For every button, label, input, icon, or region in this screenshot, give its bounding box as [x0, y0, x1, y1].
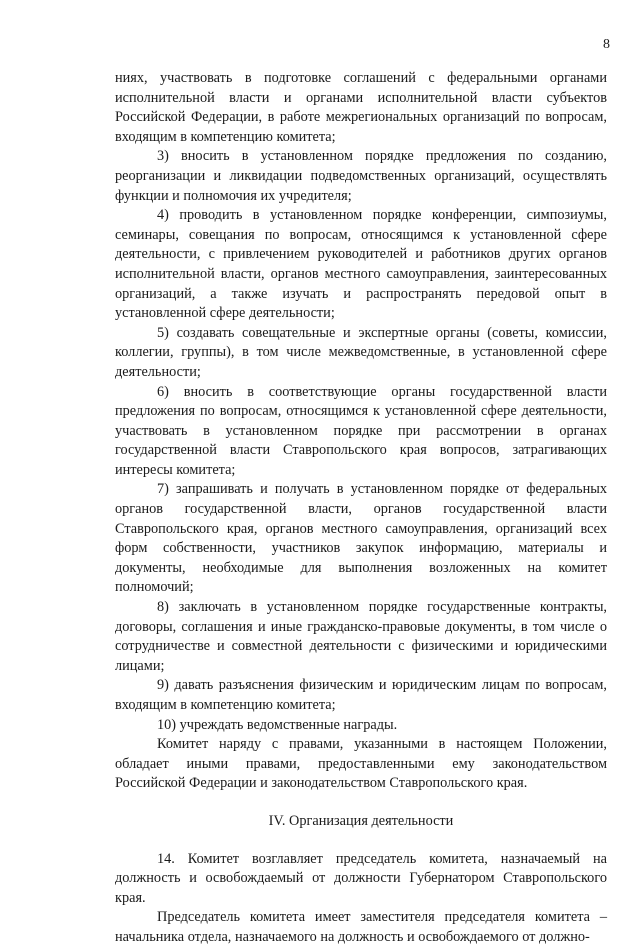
paragraph-item-8: 8) заключать в установленном порядке государственные контракты, договоры, соглашения и иные гражданско-правовые документы, в том числе о сотрудничестве и совместной деятельности с физическими и юридическими лицами;: [115, 599, 607, 674]
section-heading: IV. Организация деятельности: [268, 812, 454, 829]
paragraph-item-9: 9) давать разъяснения физическим и юридическим лицам по вопросам, входящим в компетенцию комитета;: [115, 677, 607, 713]
paragraph-deputy: Председатель комитета имеет заместителя председателя комитета – начальника отдела, назначаемого на должность и освобождаемого от должно-: [115, 909, 607, 945]
paragraph-item-6: 6) вносить в соответствующие органы государственной власти предложения по вопросам, относящимся к установленной сфере деятельности, участвовать в установленном порядке при рассмотрении в органах государственной власти Ставропольского края вопросов, затрагивающих интересы комитета;: [115, 383, 607, 478]
paragraph-item-7: 7) запрашивать и получать в установленном порядке от федеральных органов государственной власти, органов государственной власти Ставропольского края, органов местного самоуправления, организаций всех форм собственности, участников закупок информацию, материалы и документы, необходимые для выполнения возложенных на комитет полномочий;: [115, 481, 607, 596]
paragraph-item-5: 5) создавать совещательные и экспертные органы (советы, комиссии, коллегии, группы), в том числе межведомственные, в установленной сфере деятельности;: [115, 324, 607, 380]
paragraph-item-10: 10) учреждать ведомственные награды.: [157, 716, 398, 733]
page-number: 8: [603, 37, 610, 52]
paragraph-item-3: 3) вносить в установленном порядке предложения по созданию, реорганизации и ликвидации подведомственных организаций, осуществлять функции и полномочия их учредителя;: [115, 148, 607, 204]
document-body: [115, 69, 607, 948]
paragraph-continuation: ниях, участвовать в подготовке соглашений с федеральными органами исполнительной власти и органами исполнительной власти субъектов Российской Федерации, в работе межрегиональных организаций по вопросам, входящим в компетенцию комитета;: [115, 70, 607, 145]
paragraph-other-rights: Комитет наряду с правами, указанными в настоящем Положении, обладает иными правами, предоставленными ему законодательством Российской Федерации и законодательством Ставропольского края.: [115, 736, 607, 792]
paragraph-item-4: 4) проводить в установленном порядке конференции, симпозиумы, семинары, совещания по вопросам, относящимся к установленной сфере деятельности, с привлечением руководителей и работников других органов исполнительной власти, органов местного самоуправления, заинтересованных организаций, а также изучать и распространять передовой опыт в установленной сфере деятельности;: [115, 207, 607, 322]
paragraph-14: 14. Комитет возглавляет председатель комитета, назначаемый на должность и освобождаемый от должности Губернатором Ставропольского края.: [115, 850, 607, 906]
